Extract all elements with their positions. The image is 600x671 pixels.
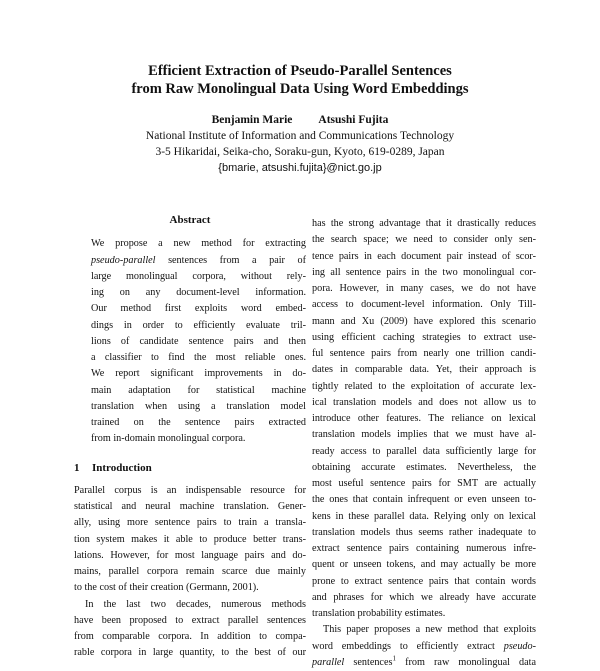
abstract-line: trained on the sentence pairs extracted xyxy=(91,417,306,428)
body-line: tence pairs in each document pair instead of scor- xyxy=(312,250,536,262)
intro-line: ally, using more sentence pairs to train a transla- xyxy=(74,517,306,529)
paper-title xyxy=(0,62,600,98)
body-line: translation probability estimates. xyxy=(312,608,446,619)
intro-line: statistical and neural machine translation. Gener- xyxy=(74,501,306,512)
title-line-2: from Raw Monolingual Data Using Word Embeddings xyxy=(131,81,469,97)
body-line: the ones that contain infrequent or even unseen to- xyxy=(312,494,536,506)
abstract-italic-term: pseudo-parallel xyxy=(91,254,156,266)
body-line: mann and Xu (2009) have explored this scenario xyxy=(312,315,536,327)
body-line: most useful sentence pairs for SMT are actually xyxy=(312,478,536,489)
abstract-line: a classifier to find the most reliable ones. xyxy=(91,352,306,363)
abstract-heading: Abstract xyxy=(169,214,211,226)
intro-line: rable corpora in large quantity, to the best of our xyxy=(74,647,306,659)
title-line-1: Efficient Extraction of Pseudo-Parallel Sentences xyxy=(148,63,452,79)
abstract-line: main adaptation for statistical machine xyxy=(91,384,306,396)
body-line: quent or unseen tokens, and may actually be more xyxy=(312,559,536,571)
email: {bmarie, atsushi.fujita}@nict.go.jp xyxy=(218,162,382,174)
body-line: prone to extract sentence pairs that contain words xyxy=(312,575,536,587)
intro-line: to the cost of their creation (Germann, 2001). xyxy=(74,582,259,594)
body-line: using efficient caching strategies to extract use- xyxy=(312,331,536,343)
body-line: ready access to parallel data sufficiently large for xyxy=(312,445,536,457)
abstract-line: We propose a new method for extracting xyxy=(91,238,306,250)
body-line: obtaining accurate estimates. Nevertheless, the xyxy=(312,461,536,473)
abstract-line: pseudo-parallel sentences from a pair of xyxy=(91,254,306,266)
author-names xyxy=(0,112,600,128)
section-number: 1 xyxy=(74,461,80,474)
body-line: introduce other features. The reliance on lexical xyxy=(312,413,536,424)
intro-line: Parallel corpus is an indispensable resource for xyxy=(74,484,306,496)
author-2: Atsushi Fujita xyxy=(318,114,389,126)
abstract-body xyxy=(74,236,306,447)
body-line-text: sentences xyxy=(353,656,393,668)
abstract-line: large monolingual corpora, without rely- xyxy=(91,270,306,282)
intro-line: tion system makes it able to produce better trans- xyxy=(74,533,306,545)
body-line: the search space; we need to consider only sen- xyxy=(312,234,536,246)
right-column xyxy=(312,216,536,671)
intro-line: have been proposed to extract parallel sentences xyxy=(74,614,306,626)
address: 3-5 Hikaridai, Seika-cho, Soraku-gun, Kyoto, 619-0289, Japan xyxy=(155,146,445,158)
body-line: dates in comparable data. Yet, their approach is xyxy=(312,364,536,376)
left-column xyxy=(74,212,306,662)
body-line: ful sentence pairs from nearly one trillion candi- xyxy=(312,348,536,359)
section-heading-introduction xyxy=(74,460,306,476)
author-block xyxy=(0,112,600,176)
body-line: translation models implies that we must have al- xyxy=(312,429,536,441)
abstract-line: Our method first exploits word embed- xyxy=(91,303,306,315)
body-line: This paper proposes a new method that exploits xyxy=(323,624,536,636)
body-line: access to document-level information. Only Till- xyxy=(312,299,536,311)
italic-term: parallel xyxy=(312,656,345,668)
body-line: and phrases for which we already have accurate xyxy=(312,591,536,603)
abstract-line: from in-domain monolingual corpora. xyxy=(91,433,246,445)
body-line: tightly related to the exploitation of accurate lex- xyxy=(312,380,536,392)
body-line: extract sentence pairs containing numerous infre- xyxy=(312,543,536,554)
italic-term: pseudo- xyxy=(503,640,537,652)
body-line xyxy=(312,639,536,655)
abstract-line: lions of candidate sentence pairs and then xyxy=(91,335,306,347)
body-line-text: from raw monolingual data xyxy=(405,656,537,668)
intro-line: lations. However, for most language pairs and do- xyxy=(74,549,306,561)
body-line: ical translation models and does not allow us to xyxy=(312,396,536,408)
intro-line: from comparable corpora. In addition to compa- xyxy=(74,631,306,642)
intro-line: In the last two decades, numerous methods xyxy=(85,598,306,610)
abstract-line: translation when using a translation model xyxy=(91,400,306,412)
abstract-line: ing on any document-level information. xyxy=(91,287,306,298)
affiliation: National Institute of Information and Communications Technology xyxy=(145,130,455,142)
body-line-text: word embeddings to efficiently extract xyxy=(312,640,495,652)
intro-line: mains, parallel corpora remain scarce due mainly xyxy=(74,566,306,577)
body-line: ing all sentence pairs in the two monolingual cor- xyxy=(312,266,536,278)
introduction-body xyxy=(74,483,306,662)
abstract-line: We report significant improvements in do- xyxy=(91,368,306,380)
body-line: kens in these parallel data. Relying only on lexical xyxy=(312,510,536,522)
body-line: pora. However, in many cases, we do not have xyxy=(312,283,536,294)
author-1: Benjamin Marie xyxy=(211,114,293,126)
footnote-mark: 1 xyxy=(392,654,396,663)
section-title: Introduction xyxy=(92,461,152,474)
body-line xyxy=(312,655,536,671)
body-line: has the strong advantage that it drastically reduces xyxy=(312,218,536,229)
abstract-line: dings in order to efficiently evaluate tril- xyxy=(91,319,306,331)
body-line: translation models thus seems rather inadequate to xyxy=(312,526,536,538)
